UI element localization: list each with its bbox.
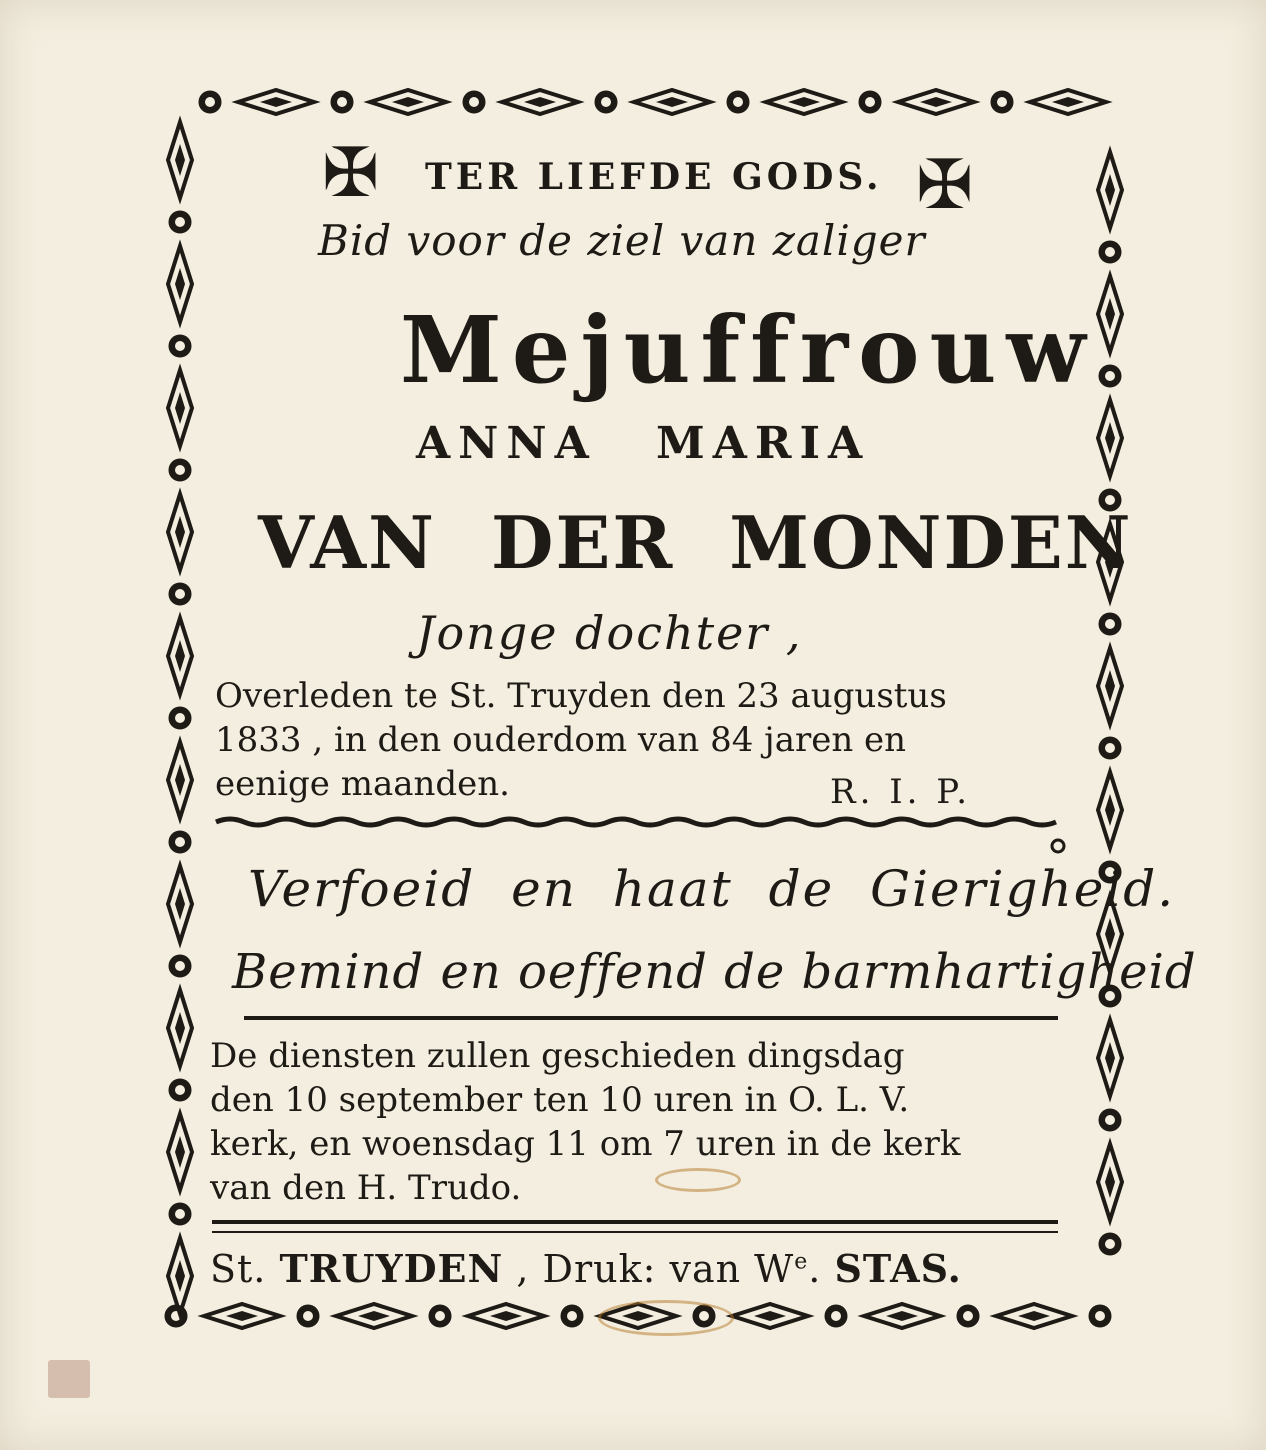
surname: VAN DER MONDEN [258, 500, 1133, 585]
border-dot-center [997, 97, 1007, 107]
border-dot-center [831, 1311, 841, 1321]
border-diamond-core [754, 1311, 786, 1321]
border-diamond-core [175, 392, 185, 424]
border-dot-center [175, 1085, 185, 1095]
border-dot-center [1105, 619, 1115, 629]
border-dot-center [175, 341, 185, 351]
motto-line-1: Verfoeid en haat de Gierigheid. [248, 860, 1176, 918]
border-dot-center [175, 961, 185, 971]
border-dot-center [435, 1311, 445, 1321]
printer-mid: , Druk: van W [503, 1247, 795, 1291]
printer-sup: e [794, 1249, 809, 1275]
border-diamond-core [1105, 794, 1115, 826]
border-diamond-core [175, 144, 185, 176]
collection-stamp [48, 1360, 90, 1398]
border-dot-center [337, 97, 347, 107]
border-diamond-core [1105, 670, 1115, 702]
printer-name: STAS. [834, 1246, 962, 1291]
civil-status: Jonge dochter , [416, 606, 803, 660]
border-dot-center [567, 1311, 577, 1321]
ink-stain [655, 1168, 741, 1192]
printer-dot: . [808, 1247, 835, 1291]
border-dot-center [601, 97, 611, 107]
border-dot-center [1105, 247, 1115, 257]
border-diamond-core [175, 888, 185, 920]
rip-text: R. I. P. [830, 772, 972, 812]
cross-left-icon: ✠ [322, 134, 379, 213]
border-dot-center [175, 713, 185, 723]
death-line-3: eenige maanden. [215, 764, 510, 804]
border-diamond-core [1018, 1311, 1050, 1321]
service-line-2: den 10 september ten 10 uren in O. L. V. [210, 1080, 910, 1120]
border-dot-center [469, 97, 479, 107]
border-diamond-core [175, 1260, 185, 1292]
wavy-divider [216, 819, 1056, 825]
border-diamond-core [1105, 422, 1115, 454]
border-diamond-core [1105, 1166, 1115, 1198]
border-dot-center [1105, 371, 1115, 381]
header-text: TER LIEFDE GODS. [425, 156, 883, 198]
services-notice [210, 1034, 1068, 1210]
border-diamond-core [175, 1136, 185, 1168]
service-line-1: De diensten zullen geschieden dingsdag [210, 1036, 905, 1076]
given-names: ANNA MARIA [416, 418, 871, 469]
border-dot-center [1105, 743, 1115, 753]
border-diamond-core [175, 764, 185, 796]
border-dot-center [733, 97, 743, 107]
border-dot-center [1105, 1239, 1115, 1249]
border-dot-center [175, 1209, 185, 1219]
border-diamond-core [656, 97, 688, 107]
border-diamond-core [490, 1311, 522, 1321]
border-diamond-core [175, 1012, 185, 1044]
printer-line [210, 1246, 962, 1291]
border-diamond-core [226, 1311, 258, 1321]
prayer-line: Bid voor de ziel van zaliger [318, 216, 926, 265]
printer-prefix: St. [210, 1247, 280, 1291]
border-diamond-core [788, 97, 820, 107]
border-dot-center [175, 837, 185, 847]
service-line-4: van den H. Trudo. [210, 1168, 522, 1208]
border-dot-center [865, 97, 875, 107]
death-line-2: 1833 , in den ouderdom van 84 jaren en [215, 720, 907, 760]
border-diamond-core [1105, 174, 1115, 206]
border-diamond-core [358, 1311, 390, 1321]
death-line-1: Overleden te St. Truyden den 23 augustus [215, 676, 947, 716]
border-diamond-core [175, 640, 185, 672]
border-diamond-core [1105, 298, 1115, 330]
motto-line-2: Bemind en oeffend de barmhartigheid [232, 944, 1197, 1000]
border-diamond-core [1105, 1042, 1115, 1074]
border-diamond-core [175, 268, 185, 300]
border-dot-center [303, 1311, 313, 1321]
border-diamond-core [524, 97, 556, 107]
border-diamond-core [175, 516, 185, 548]
border-diamond-core [392, 97, 424, 107]
border-dot-center [1095, 1311, 1105, 1321]
border-dot-center [175, 589, 185, 599]
ink-stain [598, 1300, 734, 1336]
border-diamond-core [1052, 97, 1084, 107]
border-diamond-core [260, 97, 292, 107]
border-diamond-core [920, 97, 952, 107]
printer-city: TRUYDEN [279, 1246, 504, 1291]
border-diamond-core [886, 1311, 918, 1321]
border-dot-center [175, 465, 185, 475]
border-dot-center [1105, 1115, 1115, 1125]
title-mejuffrouw: Mejuffrouw [400, 296, 1096, 404]
border-dot-center [205, 97, 215, 107]
cross-right-icon: ✠ [916, 146, 973, 225]
service-line-3: kerk, en woensdag 11 om 7 uren in de kerk [210, 1124, 961, 1164]
border-dot-center [963, 1311, 973, 1321]
border-dot-center [175, 217, 185, 227]
